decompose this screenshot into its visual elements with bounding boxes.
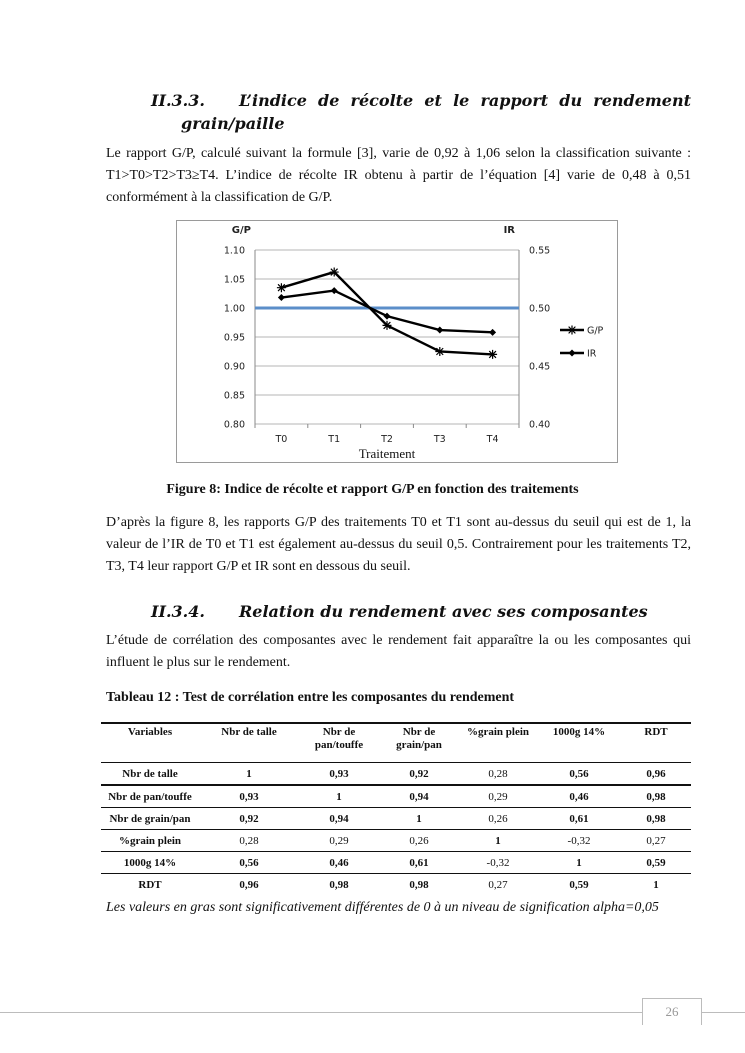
- table-cell: 1: [336, 790, 342, 803]
- legend-label: IR: [587, 348, 597, 360]
- header-rdt: RDT: [644, 726, 668, 738]
- header-nbr-pan-touffe: Nbr de pan/touffe: [314, 726, 364, 751]
- row-label: Nbr de talle: [122, 767, 178, 780]
- table-cell: 0,92: [239, 812, 259, 825]
- table-row: [101, 808, 691, 830]
- correlation-table: [101, 722, 691, 895]
- data-point-gp: [277, 283, 286, 292]
- left-tick-label: 0.90: [223, 361, 245, 373]
- table-cell: 1: [416, 812, 422, 825]
- x-tick-label: T3: [433, 434, 446, 445]
- table-cell: 0,61: [409, 856, 429, 869]
- table-cell: 0,28: [488, 767, 508, 780]
- table-cell: 0,94: [329, 812, 349, 825]
- table-cell: 0,29: [329, 834, 349, 847]
- section-heading-2-3-4: [151, 600, 691, 623]
- data-point-ir: [278, 294, 285, 301]
- table-cell: 0,93: [239, 790, 259, 803]
- left-tick-label: 0.85: [223, 390, 245, 402]
- table-cell: 1: [495, 834, 501, 847]
- figure-caption: Figure 8: Indice de récolte et rapport G/P en fonction des traitements: [166, 482, 579, 497]
- table-cell: 0,28: [239, 834, 259, 847]
- table-cell: 1: [576, 856, 582, 869]
- table-cell: 0,29: [488, 790, 508, 803]
- legend-marker-ir: [569, 350, 576, 357]
- table-cell: 0,59: [646, 856, 666, 869]
- header-nbr-talle: Nbr de talle: [221, 726, 277, 738]
- table-row: [101, 763, 691, 786]
- table-cell: 0,27: [488, 878, 508, 891]
- row-label: Nbr de pan/touffe: [108, 790, 192, 803]
- right-tick-label: 0.50: [529, 303, 551, 315]
- section-title-continuation: grain/paille: [181, 114, 285, 133]
- left-tick-label: 0.95: [223, 332, 245, 344]
- table-cell: 0,96: [239, 878, 259, 891]
- table-cell: 0,93: [329, 767, 349, 780]
- x-tick-label: T2: [381, 434, 393, 445]
- table-cell: 0,98: [646, 812, 666, 825]
- data-point-ir: [436, 327, 443, 334]
- table-cell: -0,32: [567, 834, 591, 847]
- row-label: 1000g 14%: [123, 856, 177, 869]
- legend-label: G/P: [587, 325, 604, 337]
- table-cell: -0,32: [486, 856, 510, 869]
- table-row: [101, 852, 691, 874]
- section-title: L’indice de récolte et le rapport du rendement: [239, 91, 691, 110]
- section-number: II.3.4.: [151, 602, 205, 621]
- right-tick-label: 0.40: [529, 419, 551, 431]
- left-tick-label: 1.05: [223, 274, 245, 286]
- table-cell: 0,46: [569, 790, 589, 803]
- row-label: Nbr de grain/pan: [109, 812, 191, 825]
- right-tick-label: 0.45: [529, 361, 551, 373]
- left-tick-label: 1.00: [223, 303, 245, 315]
- significance-note: Les valeurs en gras sont significativement différentes de 0 à un niveau de signification alpha=0,05: [106, 900, 659, 915]
- right-tick-label: 0.55: [529, 245, 551, 257]
- paragraph-gp-ratio: Le rapport G/P, calculé suivant la formule [3], varie de 0,92 à 1,06 selon la classification suivante : T1>T0>T2>T3≥T4. L’indice de récolte IR obtenu à partir de l’équation [4] varie de 0,48 à 0,51 conformément à la classification de G/P.: [106, 146, 691, 205]
- data-point-gp: [488, 350, 497, 359]
- data-point-gp: [383, 321, 392, 330]
- page-number: 26: [665, 1004, 679, 1019]
- table-cell: 0,92: [409, 767, 429, 780]
- right-axis-label: IR: [503, 225, 515, 236]
- table-row: [101, 874, 691, 896]
- table-header-row: [101, 723, 691, 763]
- row-label: %grain plein: [118, 834, 182, 847]
- left-axis-label: G/P: [231, 225, 251, 236]
- section-title: Relation du rendement avec ses composantes: [239, 602, 648, 621]
- header-grain-plein: %grain plein: [466, 726, 530, 738]
- header-variables: Variables: [127, 726, 173, 738]
- table-row: [101, 830, 691, 852]
- table-cell: 0,98: [409, 878, 429, 891]
- table-cell: 1: [246, 767, 252, 780]
- table-caption: Tableau 12 : Test de corrélation entre les composantes du rendement: [106, 690, 515, 705]
- header-1000g: 1000g 14%: [552, 726, 606, 738]
- table-cell: 0,98: [329, 878, 349, 891]
- x-tick-label: T4: [486, 434, 499, 445]
- legend-marker-gp: [568, 326, 577, 335]
- table-cell: 1: [653, 878, 659, 891]
- x-axis-label: Traitement: [358, 446, 416, 461]
- data-point-ir: [489, 329, 496, 336]
- left-tick-label: 1.10: [223, 245, 245, 257]
- paragraph-figure-analysis: D’après la figure 8, les rapports G/P des traitements T0 et T1 sont au-dessus du seuil qui est de 1, la valeur de l’IR de T0 et T1 est également au-dessus du seuil 0,5. Contrairement pour les traitements T2, T3, T4 leur rapport G/P et IR sont en dessous du seuil.: [106, 515, 691, 574]
- table-cell: 0,26: [488, 812, 508, 825]
- table-cell: 0,56: [239, 856, 259, 869]
- table-cell: 0,98: [646, 790, 666, 803]
- table-cell: 0,26: [409, 834, 429, 847]
- chart-gp-ir: [176, 220, 618, 463]
- row-label: RDT: [138, 878, 162, 891]
- data-point-gp: [435, 347, 444, 356]
- table-row: [101, 785, 691, 808]
- section-number: II.3.3.: [151, 91, 205, 110]
- x-tick-label: T1: [328, 434, 341, 445]
- table-cell: 0,27: [646, 834, 666, 847]
- table-cell: 0,61: [569, 812, 589, 825]
- table-cell: 0,96: [646, 767, 666, 780]
- table-cell: 0,94: [409, 790, 429, 803]
- x-tick-label: T0: [275, 434, 288, 445]
- header-nbr-grain-pan: Nbr de grain/pan: [396, 726, 442, 751]
- table-cell: 0,46: [329, 856, 349, 869]
- paragraph-correlation-intro: L’étude de corrélation des composantes avec le rendement fait apparaître la ou les composantes qui influent le plus sur le rendement.: [106, 633, 691, 670]
- left-tick-label: 0.80: [223, 419, 245, 431]
- table-cell: 0,56: [569, 767, 589, 780]
- table-cell: 0,59: [569, 878, 589, 891]
- footer-rule: [0, 1012, 745, 1013]
- data-point-gp: [330, 268, 339, 277]
- section-heading-2-3-3: [151, 89, 691, 112]
